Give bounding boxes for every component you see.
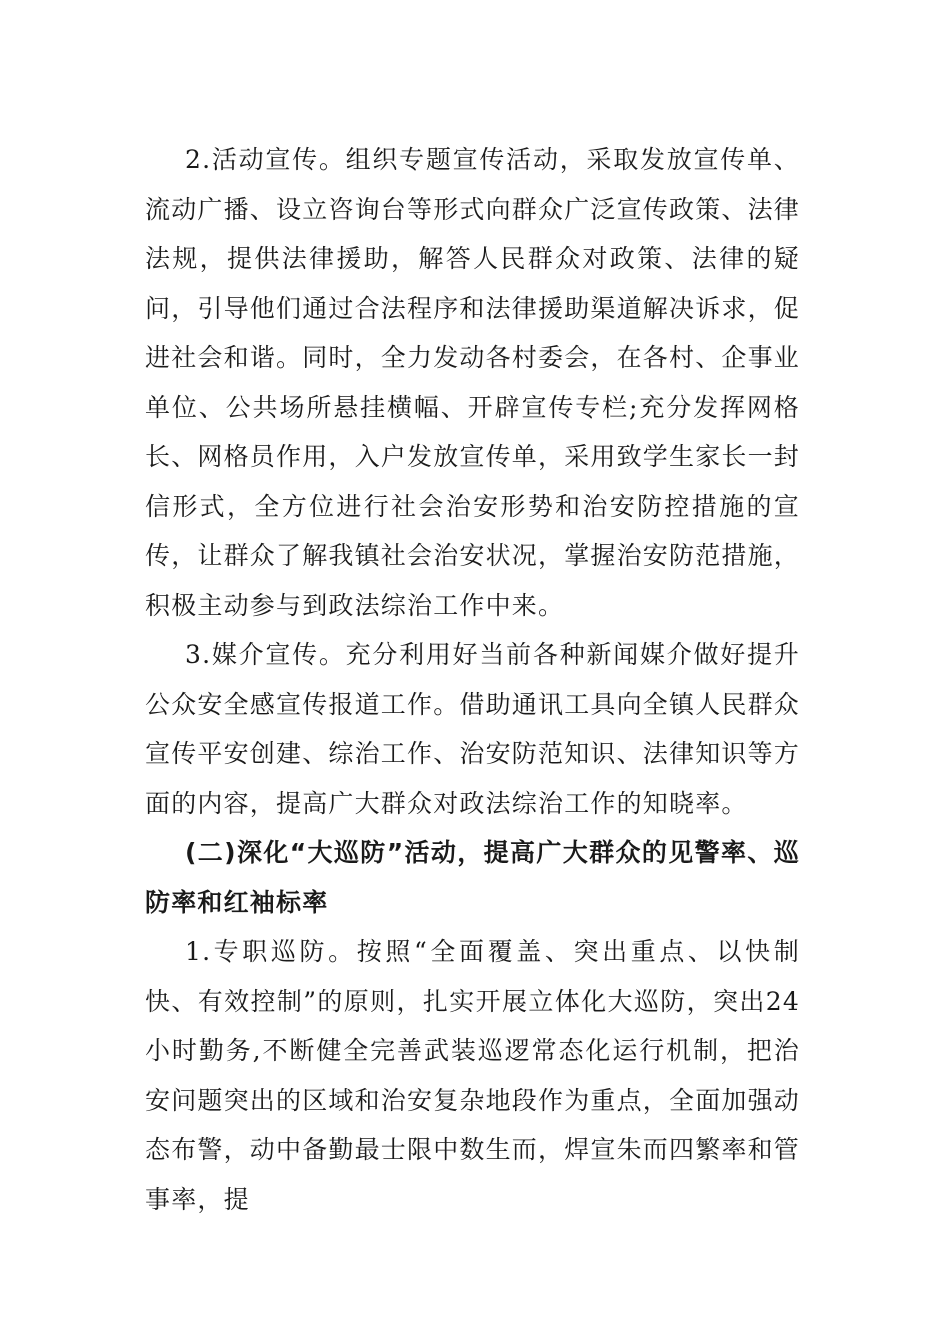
section-heading: (二)深化“大巡防”活动，提高广大群众的见警率、巡防率和红袖标率 — [145, 838, 800, 917]
paragraph-media-publicity: 3.媒介宣传。充分利用好当前各种新闻媒介做好提升公众安全感宣传报道工作。借助通讯工具向全镇人民群众宣传平安创建、综治工作、治安防范知识、法律知识等方面的内容，提高广大群众对政法综治工作的知晓率。 — [145, 640, 801, 818]
paragraph-dedicated-patrol: 1.专职巡防。按照“全面覆盖、突出重点、以快制快、有效控制”的原则，扎实开展立体化大巡防，突出24小时勤务,不断健全完善武装巡逻常态化运行机制，把治安问题突出的区域和治安复杂地段作为重点，全面加强动态布警，动中备勤最士限中数生而，焊宣朱而四繁率和管事率，提 — [145, 937, 801, 1214]
document-body — [145, 135, 800, 1224]
paragraph-activity-publicity: 2.活动宣传。组织专题宣传活动，采取发放宣传单、流动广播、设立咨询台等形式向群众广泛宣传政策、法律法规，提供法律援助，解答人民群众对政策、法律的疑问，引导他们通过合法程序和法律援助渠道解决诉求，促进社会和谐。同时，全力发动各村委会，在各村、企事业单位、公共场所悬挂横幅、开辟宣传专栏;充分发挥网格长、网格员作用，入户发放宣传单，采用致学生家长一封信形式，全方位进行社会治安形势和治安防控措施的宣传，让群众了解我镇社会治安状况，掌握治安防范措施，积极主动参与到政法综治工作中来。 — [145, 145, 801, 620]
